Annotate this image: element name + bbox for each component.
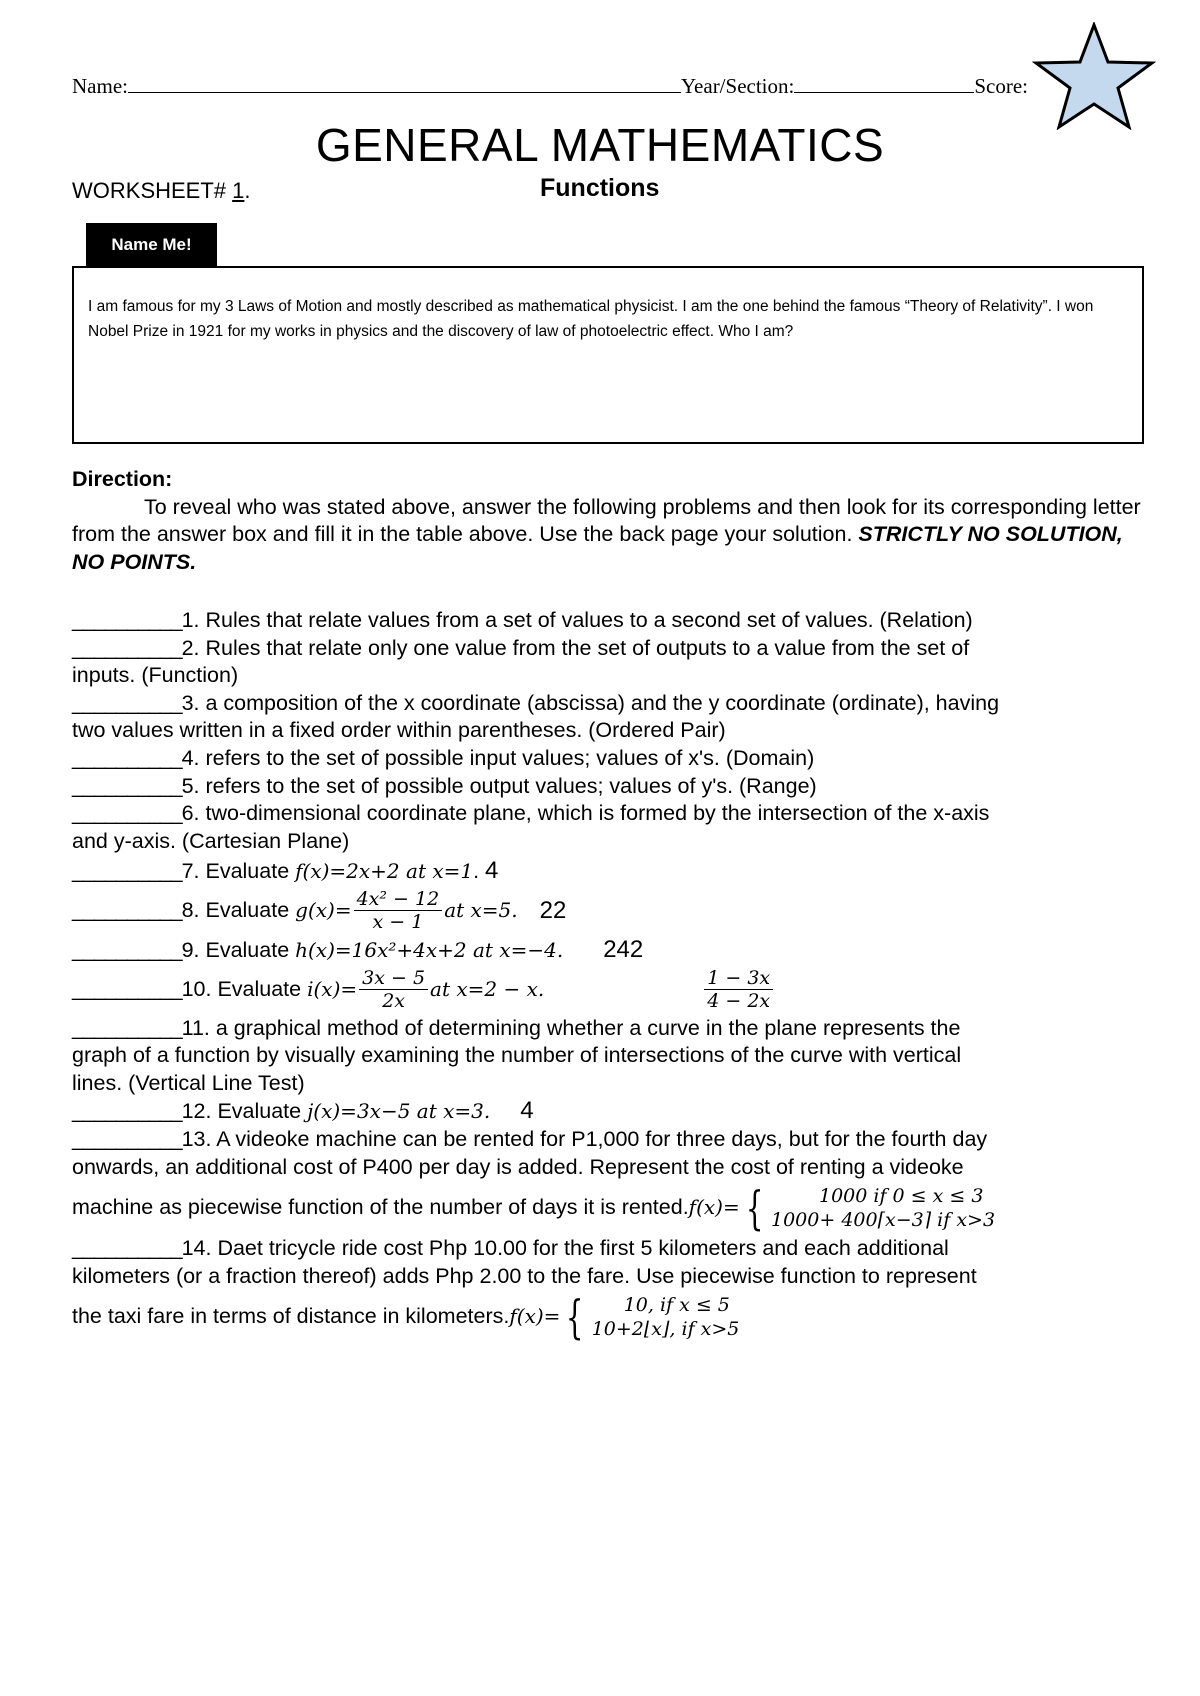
list-item: __________3. a composition of the x coordinate (abscissa) and the y coordinate (ordinate), having: [72, 690, 1000, 715]
answer-blank[interactable]: __________: [72, 976, 182, 1001]
list-item: __________ 8. Evaluate g(x)= $\frac{\text{4x² − 12}}{x - 1}$ at x=5. 22: [72, 888, 567, 934]
direction-text: To reveal who was stated above, answer the following problems and then look for its corresponding letter from the answer box and fill it in the table above. Use the back page your solution. STRICTLY NO SOLUTION, NO POINTS.: [72, 494, 1141, 574]
list-item-continued: kilometers (or a fraction thereof) adds Php 2.00 to the fare. Use piecewise function to represent: [72, 1263, 977, 1288]
fraction: $\frac{3x - 5}{2x}$: [359, 967, 428, 1012]
answer-fraction: $\frac{1 - 3x}{4 - 2x}$: [704, 967, 773, 1012]
worksheet-number: WORKSHEET# 1.: [72, 178, 251, 203]
answer-value: 22: [539, 897, 567, 925]
formula: h(x)=16x²+4x+2 at x=−4.: [295, 937, 564, 962]
list-item-continued: lines. (Vertical Line Test): [72, 1070, 305, 1095]
answer-blank[interactable]: __________: [72, 801, 182, 826]
answer-blank[interactable]: __________: [72, 1099, 182, 1124]
list-item: __________2. Rules that relate only one value from the set of outputs to a value from the set of: [72, 635, 970, 660]
list-item: __________ 10. Evaluate i(x)= $\frac{3x - 5}{2x}$ at x=2 − x. $\frac{1 - 3x}{4 - 2x}$: [72, 965, 1152, 1015]
name-label: Name:: [72, 74, 128, 98]
list-item: __________6. two-dimensional coordinate plane, which is formed by the intersection of the x-axis: [72, 801, 990, 826]
riddle-text: I am famous for my 3 Laws of Motion and mostly described as mathematical physicist. I am the one behind the famous “Theory of Relativity”. I won Nobel Prize in 1921 for my works in physics and the discovery of law of photoelectric effect. Who I am?: [88, 298, 1094, 340]
star-icon: [1032, 22, 1156, 130]
formula: j(x)=3x−5 at x=3.: [307, 1099, 491, 1124]
page-title: GENERAL MATHEMATICS: [315, 119, 885, 171]
list-item: __________4. refers to the set of possible input values; values of x's. (Domain): [72, 745, 815, 770]
list-item-continued: graph of a function by visually examining the number of intersections of the curve with vertical: [72, 1043, 962, 1068]
answer-blank[interactable]: __________: [72, 898, 182, 923]
list-item: __________5. refers to the set of possible output values; values of y's. (Range): [72, 773, 817, 798]
list-item: __________13. A videoke machine can be rented for P1,000 for three days, but for the fourth day: [72, 1126, 988, 1151]
direction-heading: Direction:: [72, 467, 173, 491]
list-item: __________1. Rules that relate values from a set of values to a second set of values. (Relation): [72, 608, 973, 632]
list-item-continued: the taxi fare in terms of distance in kilometers. f(x)= { 10, if x ≤ 5 10+2⌊x⌋, if x>5: [72, 1290, 740, 1345]
name-me-tab: Name Me!: [86, 223, 217, 267]
question-list: [72, 607, 1152, 1344]
year-section-label: Year/Section:: [680, 74, 795, 98]
list-item: __________11. a graphical method of determining whether a curve in the plane represents the: [72, 1015, 961, 1040]
answer-blank[interactable]: __________: [72, 1126, 182, 1151]
year-section-blank[interactable]: [794, 74, 974, 93]
answer-blank[interactable]: __________: [72, 859, 182, 884]
answer-blank[interactable]: __________: [72, 745, 182, 770]
list-item: __________7. Evaluate f(x)=2x+2 at x=1. 4: [72, 857, 499, 885]
piecewise-function: { 1000 if 0 ≤ x ≤ 3 1000+ 400⌈x−3⌉ if x>3: [745, 1181, 996, 1236]
score-label: Score:: [974, 74, 1028, 98]
list-item-continued: machine as piecewise function of the number of days it is rented. f(x)= { 1000 if 0 ≤ x ≤ 3 1000+ 400⌈x−3⌉ if x>3: [72, 1181, 996, 1236]
list-item: __________14. Daet tricycle ride cost Php 10.00 for the first 5 kilometers and each additional: [72, 1236, 949, 1261]
piecewise-function: { 10, if x ≤ 5 10+2⌊x⌋, if x>5: [566, 1290, 740, 1345]
fraction: $\frac{\text{4x² − 12}}{x - 1}$: [354, 888, 443, 933]
list-item-continued: inputs. (Function): [72, 663, 239, 688]
answer-blank[interactable]: __________: [72, 773, 182, 798]
formula: f(x)=2x+2 at x=1: [295, 859, 474, 884]
answer-blank[interactable]: __________: [72, 1015, 182, 1040]
answer-value: 242: [603, 935, 644, 963]
answer-value: 4: [485, 857, 499, 885]
worksheet-subtitle: Functions: [540, 174, 660, 202]
answer-blank[interactable]: __________: [72, 1236, 182, 1261]
header-fields: [72, 74, 1028, 99]
list-item-continued: onwards, an additional cost of P400 per day is added. Represent the cost of renting a videoke: [72, 1154, 964, 1179]
answer-blank[interactable]: __________: [72, 937, 182, 962]
riddle-box: [72, 266, 1144, 444]
answer-blank[interactable]: __________: [72, 690, 182, 715]
list-item-continued: two values written in a fixed order within parentheses. (Ordered Pair): [72, 718, 726, 743]
list-item-continued: and y-axis. (Cartesian Plane): [72, 828, 350, 853]
direction-section: [72, 466, 1152, 576]
name-blank[interactable]: [128, 74, 681, 93]
list-item: __________9. Evaluate h(x)=16x²+4x+2 at x=−4. 242: [72, 935, 644, 963]
answer-blank[interactable]: __________: [72, 608, 182, 632]
direction-emphasis: STRICTLY NO SOLUTION, NO POINTS.: [72, 522, 1123, 574]
list-item: __________12. Evaluate j(x)=3x−5 at x=3. 4: [72, 1097, 534, 1125]
answer-value: 4: [520, 1097, 534, 1125]
answer-blank[interactable]: __________: [72, 635, 182, 660]
